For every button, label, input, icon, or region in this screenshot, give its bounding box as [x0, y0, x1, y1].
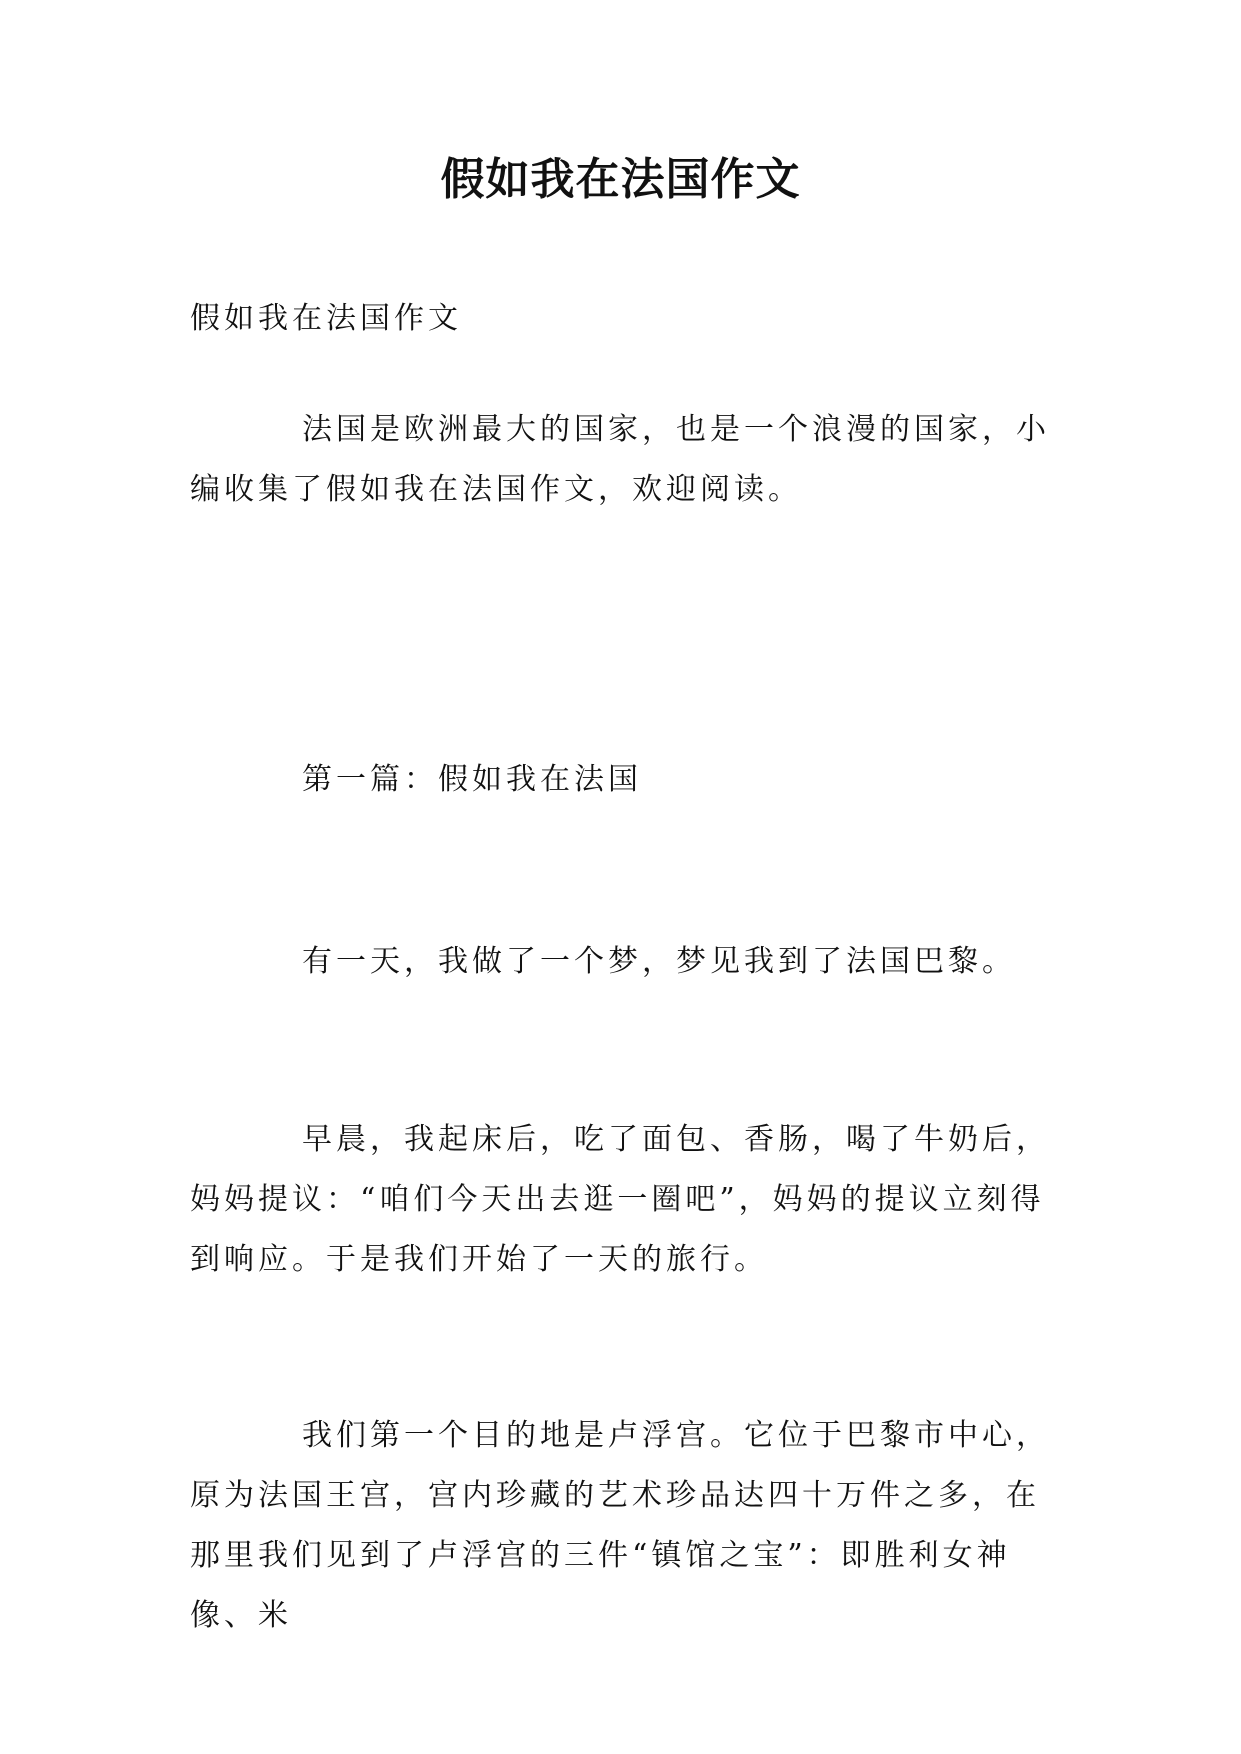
body-paragraph-1: 有一天，我做了一个梦，梦见我到了法国巴黎。 [302, 944, 1016, 979]
subtitle-paragraph: 假如我在法国作文 [190, 301, 462, 336]
intro-paragraph: 法国是欧洲最大的国家，也是一个浪漫的国家，小编收集了假如我在法国作文，欢迎阅读。 [190, 412, 1050, 507]
body-paragraph-3: 我们第一个目的地是卢浮宫。它位于巴黎市中心，原为法国王宫，宫内珍藏的艺术珍品达四十万件之多，在那里我们见到了卢浮宫的三件“镇馆之宝”：即胜利女神像、米 [190, 1418, 1050, 1633]
document-title: 假如我在法国作文 [440, 154, 801, 205]
body-paragraph-2: 早晨，我起床后，吃了面包、香肠，喝了牛奶后，妈妈提议：“咱们今天出去逛一圈吧”，妈妈的提议立刻得到响应。于是我们开始了一天的旅行。 [190, 1122, 1050, 1277]
section-heading: 第一篇：假如我在法国 [302, 762, 642, 797]
